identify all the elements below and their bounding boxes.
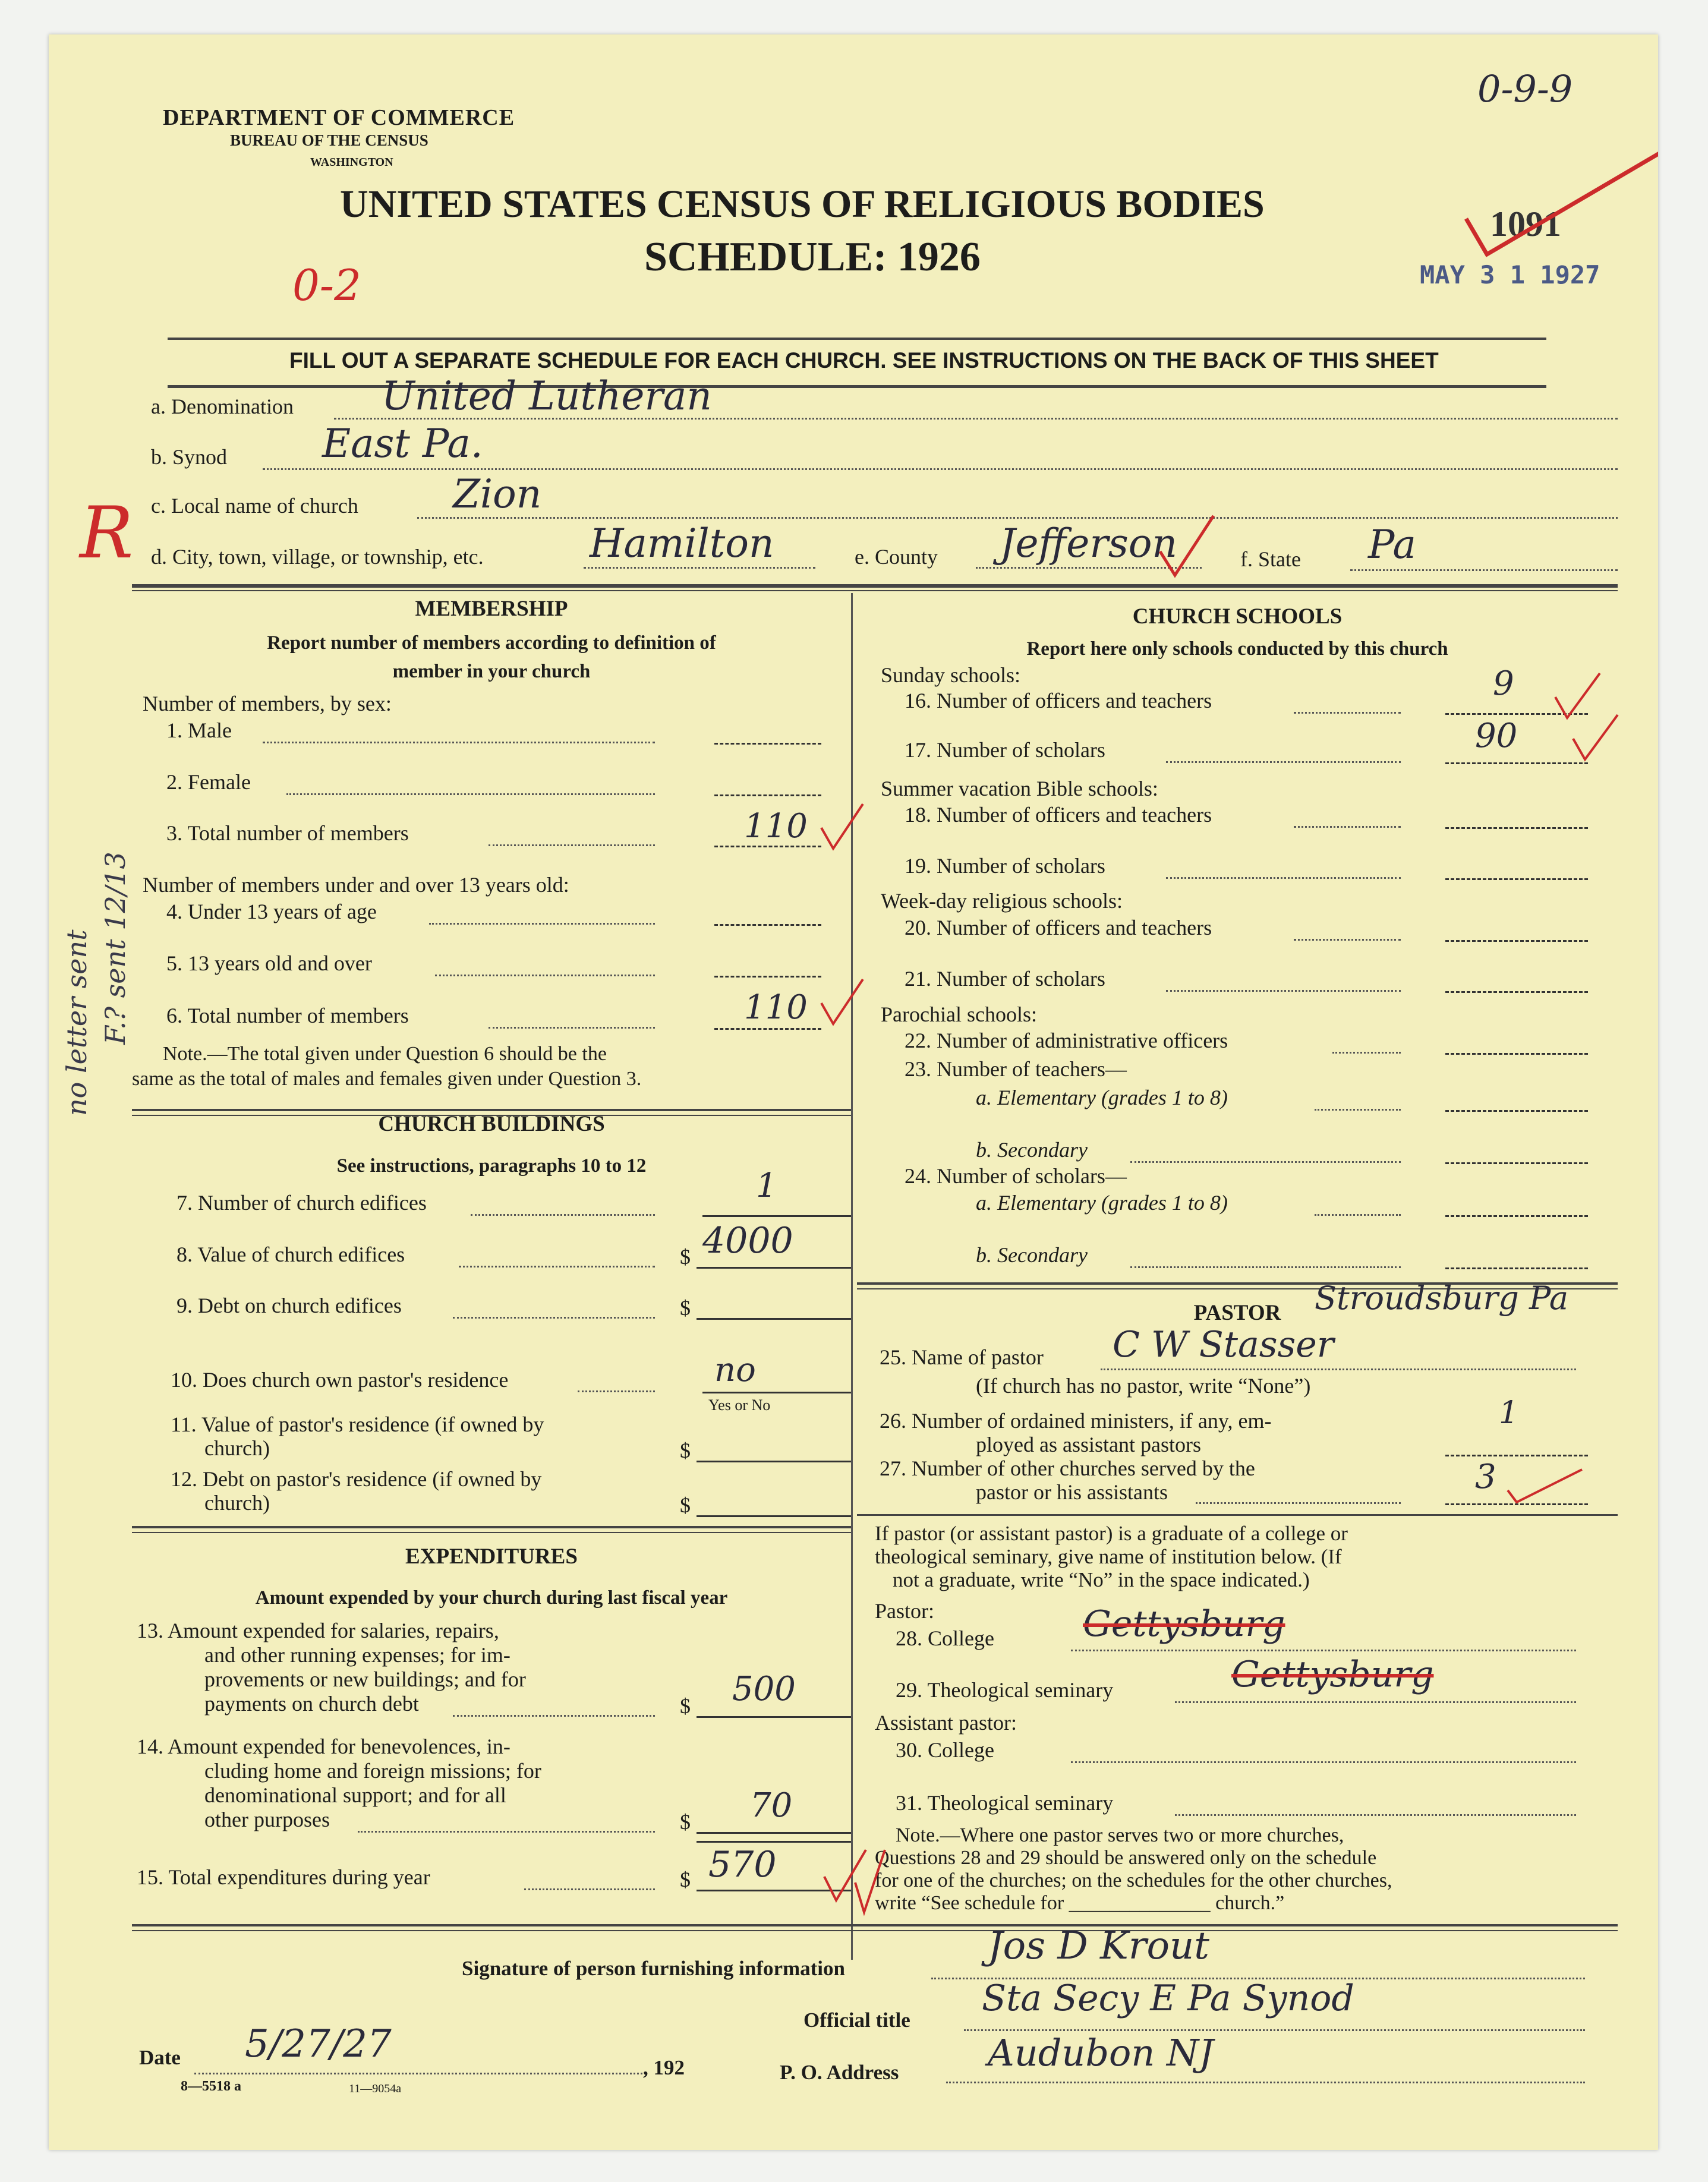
q24b-label: b. Secondary [976,1243,1088,1267]
buildings-rule-thin [132,1532,851,1533]
schedule-year: SCHEDULE: 1926 [644,234,981,280]
q8-value: 4000 [702,1220,793,1262]
q23a-dots [1315,1109,1401,1111]
q17-dots [1166,761,1401,763]
print-code: 11—9054a [349,2082,402,2095]
q28-value: Gettysburg [1083,1603,1285,1645]
q26-label-1: 26. Number of ordained ministers, if any, em- [880,1409,1272,1433]
q27-dots [1196,1502,1401,1504]
q13-label-2: and other running expenses; for im- [204,1643,510,1667]
q30-label: 30. College [896,1738,994,1762]
q2-female-label: 2. Female [166,770,251,794]
q24b-answer-line[interactable] [1445,1267,1588,1269]
membership-note-2: same as the total of males and females given under Question 3. [132,1068,642,1090]
local-name-value: Zion [453,471,542,517]
q12-answer-line[interactable] [697,1515,851,1517]
q8-value-label: 8. Value of church edifices [177,1243,405,1266]
q7-edifices-label: 7. Number of church edifices [177,1191,427,1215]
state-label: f. State [1240,547,1301,571]
q25-line[interactable] [1101,1369,1576,1370]
q25-label: 25. Name of pastor [880,1345,1044,1369]
synod-label: b. Synod [151,445,228,469]
q30-line[interactable] [1071,1761,1576,1763]
q8-answer-line[interactable] [697,1267,851,1269]
date-line[interactable] [194,2073,646,2074]
department-name: DEPARTMENT OF COMMERCE [163,105,515,130]
q12-dollar: $ [680,1493,691,1517]
expenditures-heading: EXPENDITURES [405,1544,578,1569]
po-address-value: Audubon NJ [988,2031,1214,2074]
county-label: e. County [855,545,938,569]
q8-dots [459,1266,655,1267]
signature-label: Signature of person furnishing information [462,1957,845,1980]
synod-line [263,468,1618,470]
denomination-value: United Lutheran [382,373,712,419]
bureau-name: BUREAU OF THE CENSUS [230,131,428,149]
buildings-heading: CHURCH BUILDINGS [378,1112,605,1136]
separate-schedule-instruction: FILL OUT A SEPARATE SCHEDULE FOR EACH CHURCH. SEE INSTRUCTIONS ON THE BACK OF THIS SHEET [289,348,1439,373]
q13-answer-line[interactable] [697,1716,851,1718]
q6-value: 110 [744,988,808,1027]
official-title-label: Official title [803,2008,910,2032]
q2-answer-line[interactable] [714,794,821,796]
q3-dots [489,844,655,846]
q20-answer-line[interactable] [1445,940,1588,942]
header-rule-bottom [168,385,1546,388]
column-divider [851,593,853,1960]
header-rule-top [168,338,1546,340]
q6-answer-line[interactable] [714,1028,821,1030]
q3-total-label: 3. Total number of members [166,821,409,845]
red-check-q3 [818,801,866,854]
q19-label: 19. Number of scholars [905,854,1105,878]
q25-value: C W Stasser [1113,1324,1334,1366]
weekday-schools-heading: Week-day religious schools: [881,889,1123,913]
q13-label-4: payments on church debt [204,1692,419,1716]
po-address-line[interactable] [946,2082,1585,2083]
q13-label-1: 13. Amount expended for salaries, repairs, [137,1619,499,1642]
buildings-rule [132,1526,851,1528]
parochial-schools-heading: Parochial schools: [881,1002,1037,1026]
q14-value: 70 [750,1786,793,1825]
q4-dots [429,923,655,925]
q12-label-1: 12. Debt on pastor's residence (if owned by [171,1467,542,1491]
q22-answer-line[interactable] [1445,1053,1588,1055]
q18-label: 18. Number of officers and teachers [905,803,1212,827]
q24a-dots [1315,1214,1401,1216]
q29-label: 29. Theological seminary [896,1678,1114,1702]
q15-dollar: $ [680,1868,691,1891]
state-line [1350,569,1618,571]
state-value: Pa [1368,522,1416,567]
q28-line[interactable] [1071,1650,1576,1651]
form-code: 8—5518 a [181,2079,241,2094]
q16-label: 16. Number of officers and teachers [905,689,1212,712]
red-check-q27 [1505,1461,1588,1508]
pastor-note-2: Questions 28 and 29 should be answered only on the schedule [875,1847,1377,1869]
q17-answer-line[interactable] [1445,762,1588,764]
schools-subheading: Report here only schools conducted by this church [1026,638,1448,660]
date-label: Date [139,2046,181,2069]
q5-dots [435,975,655,976]
q24a-label: a. Elementary (grades 1 to 8) [976,1191,1228,1215]
q14-label-3: denominational support; and for all [204,1783,506,1807]
q31-label: 31. Theological seminary [896,1791,1114,1815]
pastor-note-4: write “See schedule for ______________ church.” [875,1892,1285,1914]
q7-value: 1 [756,1166,777,1205]
q29-line[interactable] [1175,1701,1576,1703]
q11-answer-line[interactable] [697,1461,851,1462]
q14-label-2: cluding home and foreign missions; for [204,1759,541,1783]
q9-answer-line[interactable] [697,1318,851,1320]
q23b-label: b. Secondary [976,1138,1088,1162]
membership-intro-2: member in your church [392,661,591,682]
q5-answer-line[interactable] [714,976,821,978]
graduate-note-1: If pastor (or assistant pastor) is a graduate of a college or [875,1522,1348,1545]
membership-note-1: Note.—The total given under Question 6 should be the [163,1043,607,1065]
q21-label: 21. Number of scholars [905,967,1105,991]
denomination-label: a. Denomination [151,395,294,418]
q18-answer-line[interactable] [1445,827,1588,829]
local-name-line [417,517,1618,519]
red-check-pastor-note [852,1847,888,1918]
margin-note-line2: F.? sent 12/13 [99,852,131,1045]
q10-answer-line[interactable] [702,1392,851,1393]
q25-note: (If church has no pastor, write “None”) [976,1374,1311,1398]
q6-total-label: 6. Total number of members [166,1004,409,1027]
margin-note-line1: no letter sent [61,929,93,1116]
q27-label-2: pastor or his assistants [976,1480,1168,1504]
pastor-rule [857,1514,1618,1516]
q26-value: 1 [1499,1395,1519,1431]
q23a-answer-line[interactable] [1445,1110,1588,1112]
local-name-label: c. Local name of church [151,494,358,518]
serial-number: 1091 [1490,204,1561,244]
q14-label-1: 14. Amount expended for benevolences, in- [137,1735,510,1758]
schools-heading: CHURCH SCHOOLS [1132,604,1343,629]
q21-dots [1166,990,1401,992]
q26-answer-line[interactable] [1445,1455,1588,1456]
q14-label-4: other purposes [204,1808,330,1831]
q27-value: 3 [1475,1458,1496,1496]
q15-total-label: 15. Total expenditures during year [137,1865,430,1889]
signature-rule [132,1924,1618,1926]
q29-value: Gettysburg [1231,1654,1434,1695]
q14-sum-rule [697,1841,851,1843]
q12-label-2: church) [204,1491,270,1515]
q23-label: 23. Number of teachers— [905,1057,1127,1081]
pastor-heading: PASTOR [1193,1301,1281,1325]
expenditures-subheading: Amount expended by your church during last fiscal year [255,1587,728,1609]
q13-dollar: $ [680,1694,691,1718]
red-code-mark: 0-2 [292,260,361,310]
q9-dollar: $ [680,1296,691,1320]
q15-value: 570 [708,1844,777,1885]
red-check-q6 [818,976,866,1030]
yes-or-no-hint: Yes or No [708,1396,771,1414]
q9-debt-label: 9. Debt on church edifices [177,1294,402,1317]
census-schedule-sheet [49,34,1658,2150]
buildings-subheading: See instructions, paragraphs 10 to 12 [336,1155,647,1177]
q16-value: 9 [1493,664,1514,703]
q19-answer-line[interactable] [1445,878,1588,880]
red-check-mark-county [1154,510,1219,581]
q7-answer-line[interactable] [702,1215,851,1217]
q1-dots [263,742,655,743]
q19-dots [1166,877,1401,879]
q3-value: 110 [744,807,808,846]
q23b-answer-line[interactable] [1445,1162,1588,1164]
pastor-subheading: Pastor: [875,1599,935,1623]
q14-answer-line[interactable] [697,1832,851,1834]
graduate-note-3: not a graduate, write “No” in the space indicated.) [893,1568,1310,1591]
q24-label: 24. Number of scholars— [905,1164,1127,1188]
q9-dots [453,1317,655,1319]
q1-answer-line[interactable] [714,743,821,745]
q14-dots [358,1831,655,1833]
q27-label-1: 27. Number of other churches served by the [880,1456,1255,1480]
pastor-address-note: Stroudsburg Pa [1315,1279,1569,1317]
q10-residence-label: 10. Does church own pastor's residence [171,1368,509,1392]
q13-dots [453,1715,655,1717]
city-label: d. City, town, village, or township, etc. [151,545,484,569]
q23b-dots [1130,1161,1401,1163]
q4-answer-line[interactable] [714,924,821,926]
q5-over-13-label: 5. 13 years old and over [166,951,372,975]
signature-rule-thin [132,1930,1618,1931]
q2-dots [286,793,655,795]
q8-dollar: $ [680,1245,691,1269]
q31-line[interactable] [1175,1814,1576,1816]
pastor-note-1: Note.—Where one pastor serves two or more churches, [896,1824,1344,1846]
summer-schools-heading: Summer vacation Bible schools: [881,777,1158,800]
q26-label-2: ployed as assistant pastors [976,1433,1201,1456]
q13-label-3: provements or new buildings; and for [204,1667,526,1691]
pastor-note-3: for one of the churches; on the schedules for the other churches, [875,1869,1392,1891]
assistant-pastor-subheading: Assistant pastor: [875,1711,1017,1735]
synod-value: East Pa. [322,421,483,466]
file-code: 0-9-9 [1477,67,1573,111]
city-value: Hamilton [590,521,774,566]
q16-dots [1294,712,1401,714]
q21-answer-line[interactable] [1445,991,1588,993]
signature-value: Jos D Krout [988,1924,1209,1968]
official-title-value: Sta Secy E Pa Synod [982,1978,1354,2019]
q15-dots [524,1888,655,1890]
membership-heading: MEMBERSHIP [415,597,568,621]
membership-intro-1: Report number of members according to definition of [267,632,716,654]
red-r-mark: R [80,492,134,575]
q18-dots [1294,826,1401,828]
po-address-label: P. O. Address [780,2061,899,2084]
q11-dollar: $ [680,1439,691,1462]
sunday-schools-heading: Sunday schools: [881,663,1021,687]
q24b-dots [1130,1266,1401,1268]
q6-dots [489,1027,655,1029]
q10-value: no [714,1351,756,1389]
q4-under-13-label: 4. Under 13 years of age [166,900,377,923]
red-check-mark-header [1463,147,1658,266]
q3-answer-line[interactable] [714,846,821,847]
received-date-stamp: MAY 3 1 1927 [1420,260,1600,289]
members-by-sex-heading: Number of members, by sex: [143,692,392,715]
form-title: UNITED STATES CENSUS OF RELIGIOUS BODIES [340,182,1265,226]
red-check-q17 [1570,712,1624,765]
county-value: Jefferson [1000,521,1177,566]
section-rule-top-thin [132,590,1618,591]
q20-dots [1294,939,1401,941]
q7-dots [471,1214,655,1216]
q10-dots [578,1390,655,1392]
q17-value: 90 [1475,717,1518,755]
bureau-city: WASHINGTON [310,156,393,169]
q13-value: 500 [732,1670,796,1708]
q20-label: 20. Number of officers and teachers [905,916,1212,939]
q14-dollar: $ [680,1810,691,1834]
q22-dots [1332,1052,1401,1054]
q1-male-label: 1. Male [166,718,232,742]
graduate-note-2: theological seminary, give name of institution below. (If [875,1545,1342,1568]
q24a-answer-line[interactable] [1445,1215,1588,1217]
date-year-suffix: , 192 [643,2056,685,2079]
age-heading: Number of members under and over 13 years old: [143,873,569,897]
q28-label: 28. College [896,1626,994,1650]
q11-label-2: church) [204,1436,270,1460]
section-rule-top [132,584,1618,588]
q17-label: 17. Number of scholars [905,738,1105,762]
q23a-label: a. Elementary (grades 1 to 8) [976,1086,1228,1109]
q11-label-1: 11. Value of pastor's residence (if owned by [171,1412,544,1436]
date-value: 5/27/27 [245,2022,392,2066]
q22-label: 22. Number of administrative officers [905,1029,1228,1052]
city-line [584,567,815,569]
